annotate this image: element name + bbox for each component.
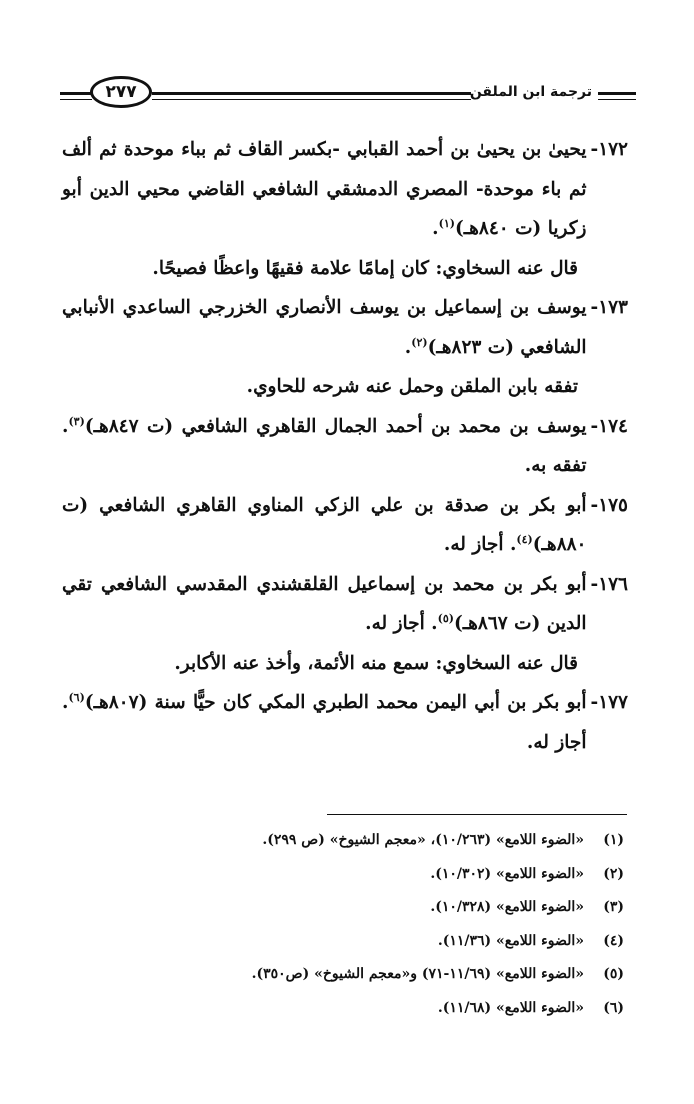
entry-173 [62,288,628,367]
header-rule [598,92,636,95]
entry-note: تفقه بابن الملقن وحمل عنه شرحه للحاوي. [246,376,578,397]
footnote-text: «الضوء اللامع» (١٠/٣٢٨). [430,899,584,915]
entry-text: أبو بكر بن صدقة بن علي الزكي المناوي القاهري الشافعي (ت ٨٨٠هـ)$^{(٤)}$. أجاز له. [62,494,587,555]
entry-text: يحيىٰ بن يحيىٰ بن أحمد القبابي -بكسر القاف ثم بباء موحدة ثم ألف ثم باء موحدة- المصري الدمشقي الشافعي القاضي محيي الدين أبو زكريا (ت ٨٤٠هـ)$^{(١)}$. [62,139,587,239]
footnote-ref[interactable]: (١) [438,216,455,230]
main-text [62,130,628,762]
running-title: ترجمة ابن الملقن [469,84,592,100]
footnote [60,891,624,925]
entry-note: قال عنه السخاوي: سمع منه الأئمة، وأخذ عنه الأكابر. [174,652,578,674]
entry-text: يوسف بن إسماعيل بن يوسف الأنصاري الخزرجي الساعدي الأنبابي الشافعي (ت ٨٢٣هـ)$^{(٢)}$. [62,297,587,358]
entry-text: يوسف بن محمد بن أحمد الجمال القاهري الشافعي (ت ٨٤٧هـ)$^{(٣)}$. تفقه به. [62,414,587,476]
footnote-number: (٣) [603,899,624,915]
footnote-separator [327,814,627,815]
header-rule [60,99,92,100]
footnote-text: «الضوء اللامع» (١٠/٣٠٢). [430,865,584,882]
header-rule [152,92,471,95]
page-header [60,64,636,114]
header-rule [152,99,471,100]
footnote [60,925,624,959]
footnote-ref[interactable]: (٢) [411,335,428,349]
footnote-number: (٤) [603,932,624,949]
entry-176 [62,565,628,644]
entry-number: ١٧٧- [590,692,628,713]
footnote-ref[interactable]: (٥) [437,611,454,625]
footnote [60,824,624,858]
entry-number: ١٧٤- [590,415,628,437]
entry-177 [62,683,628,762]
entry-175 [62,486,628,565]
header-rule [598,99,636,100]
page-number: ٢٧٧ [90,76,152,108]
footnote [60,992,624,1026]
entry-text: أبو بكر بن محمد بن إسماعيل القلقشندي المقدسي الشافعي تقي الدين (ت ٨٦٧هـ)$^{(٥)}$. أجاز له. [62,573,587,634]
entry-note: قال عنه السخاوي: كان إمامًا علامة فقيهًا واعظًا فصيحًا. [152,257,578,279]
footnote-ref[interactable]: (٤) [516,532,533,546]
footnote [60,858,624,892]
footnote-number: (٢) [603,865,624,882]
footnote-text: «الضوء اللامع» (١١/٦٨). [437,999,584,1016]
entry-172 [62,130,628,249]
entry-number: ١٧٢- [590,139,628,160]
footnotes [60,824,624,1025]
footnote-ref[interactable]: (٦) [68,690,85,704]
entry-number: ١٧٥- [590,494,628,516]
footnote-number: (٦) [603,999,624,1016]
footnote-text: «الضوء اللامع» (١١/٦٩-٧١) و«معجم الشيوخ» (ص٣٥٠). [251,966,584,982]
footnote [60,958,624,992]
footnote-number: (١) [603,832,624,848]
footnote-text: «الضوء اللامع» (١١/٣٦). [437,932,584,949]
footnote-number: (٥) [603,966,624,982]
footnote-ref[interactable]: (٣) [68,414,85,428]
entry-text: أبو بكر بن أبي اليمن محمد الطبري المكي كان حيًّا سنة (٨٠٧هـ)$^{(٦)}$. أجاز له. [62,690,587,753]
footnote-text: «الضوء اللامع» (١٠/٢٦٣)، «معجم الشيوخ» (ص ٢٩٩). [262,832,584,848]
header-rule [60,92,92,95]
entry-number: ١٧٦- [590,573,628,595]
entry-174 [62,407,628,486]
entry-number: ١٧٣- [590,297,628,318]
